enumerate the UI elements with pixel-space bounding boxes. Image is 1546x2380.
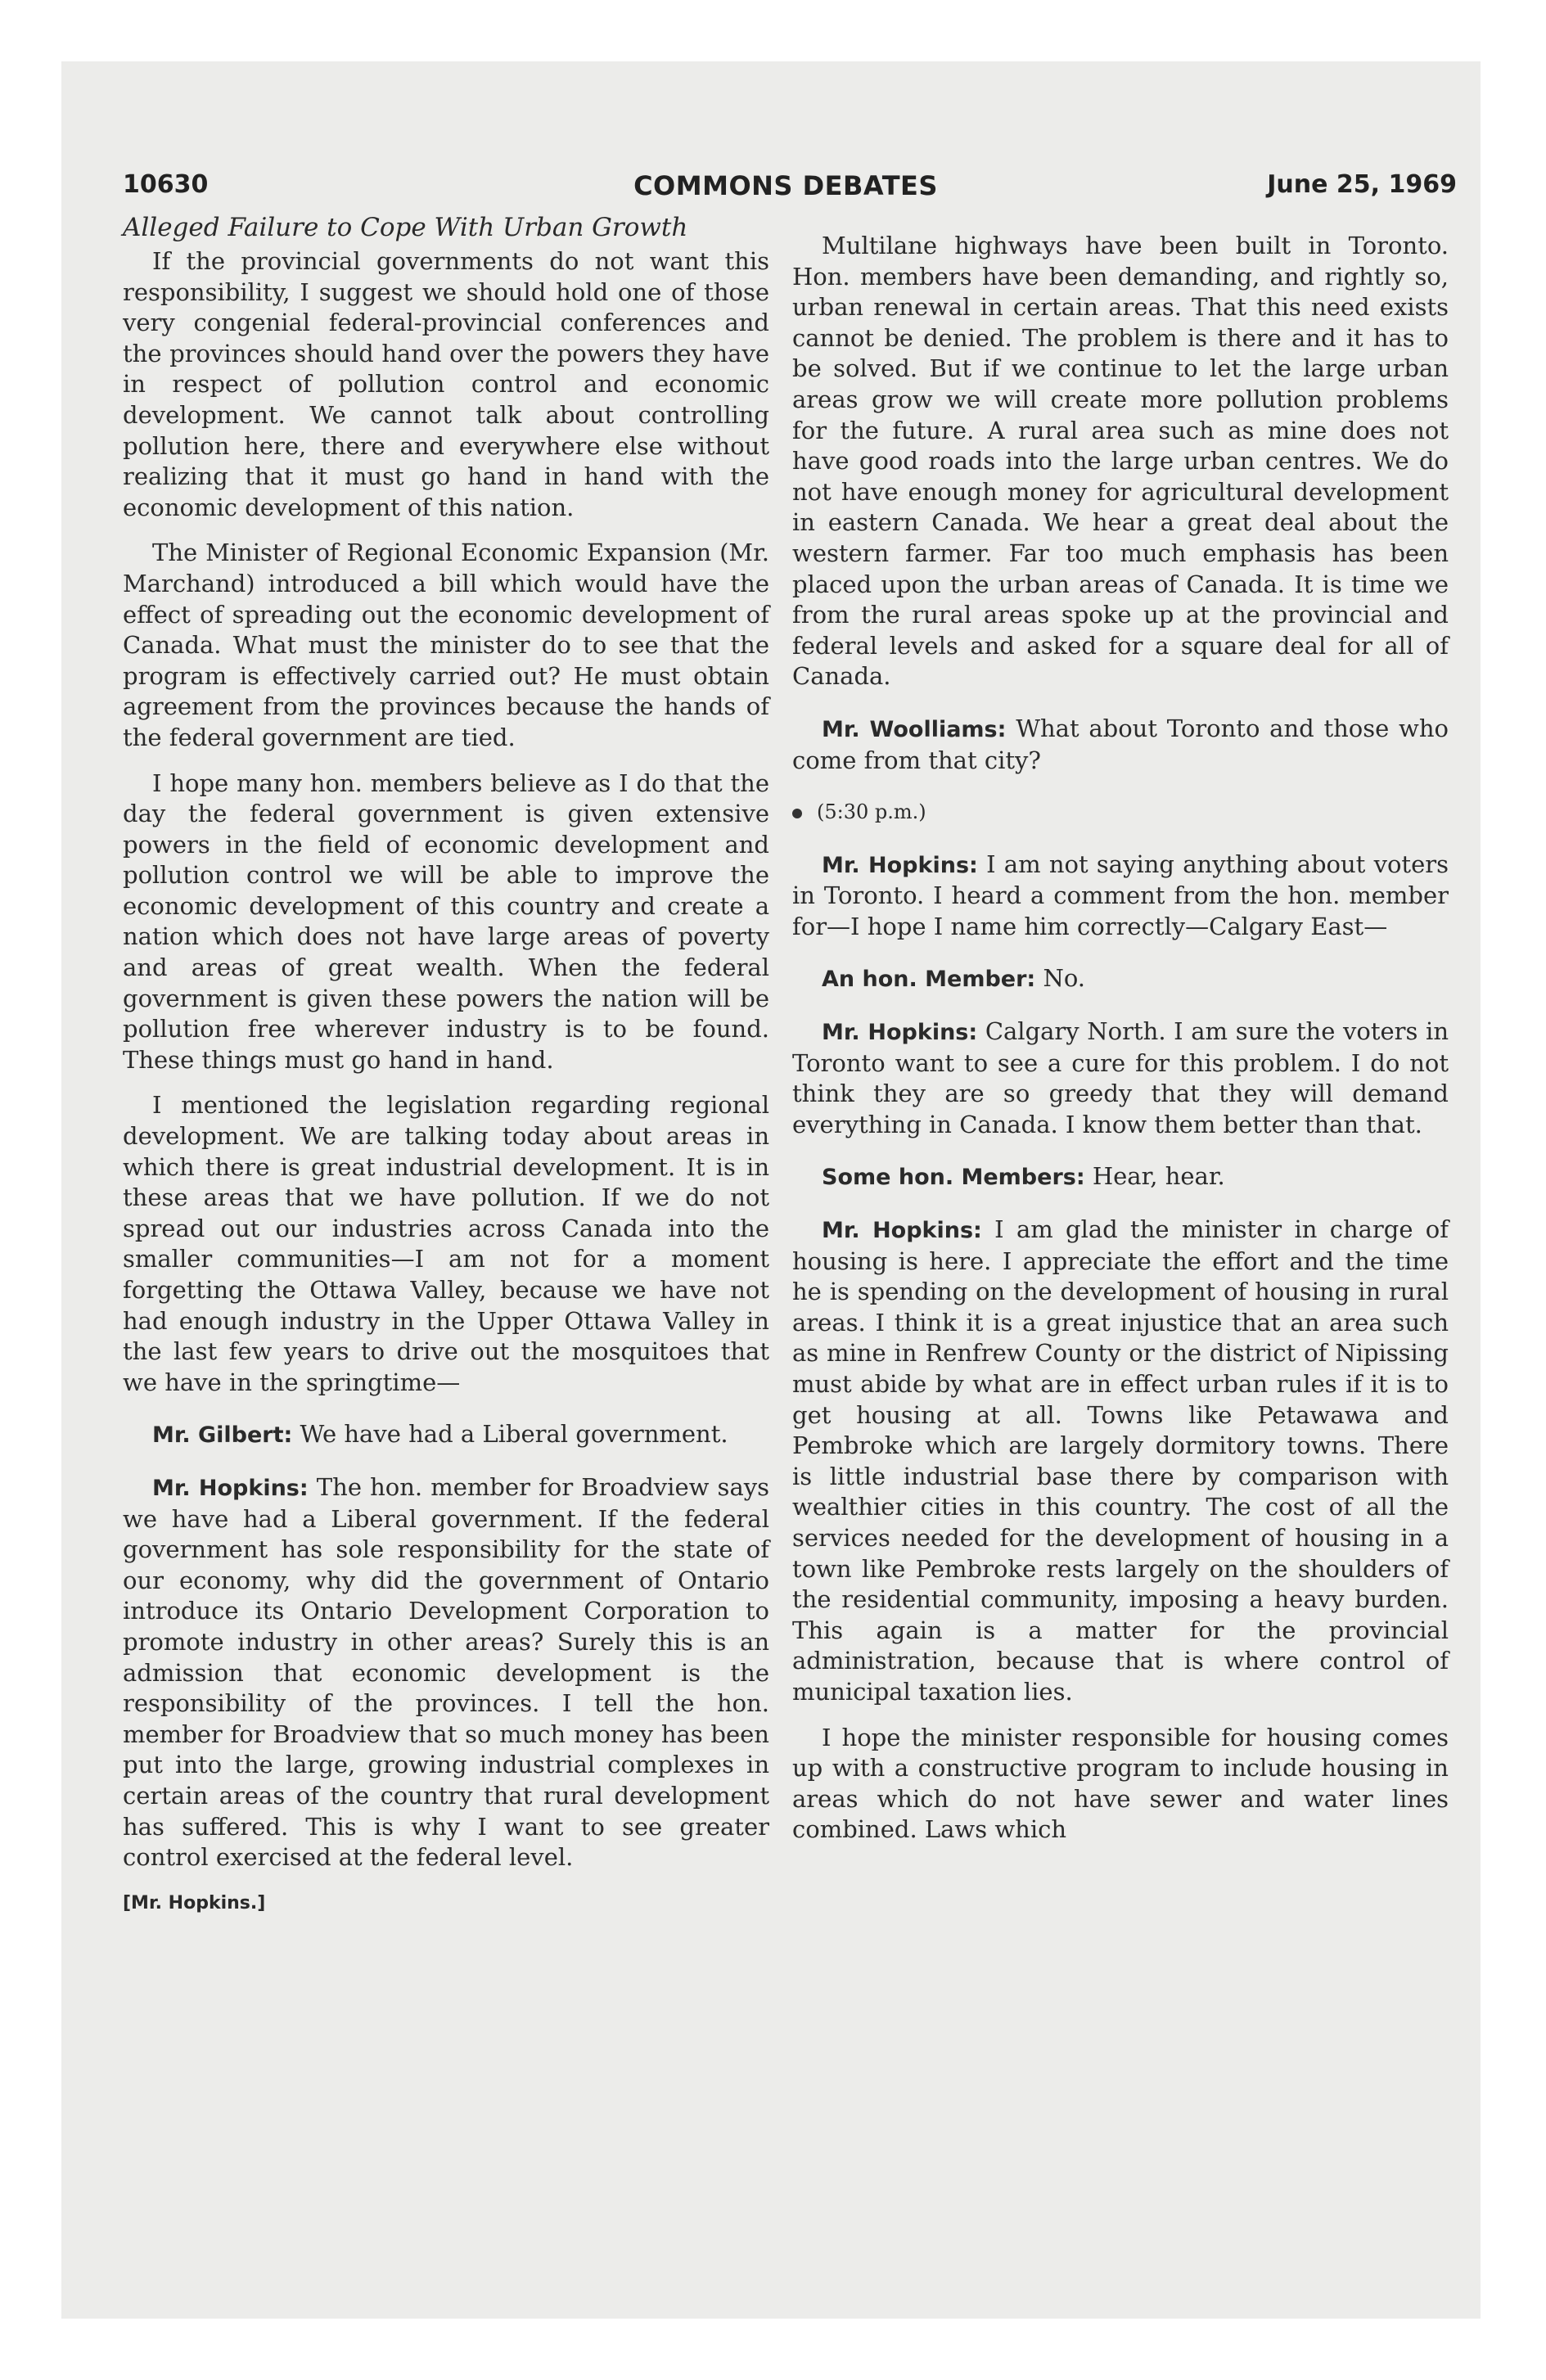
speaker-name: Mr. Hopkins: bbox=[822, 1218, 982, 1244]
speech-text: No. bbox=[1043, 964, 1085, 993]
speech-text: The hon. member for Broadview says we have had a Liberal government. If the federal government has sole responsibility for the state of our economy, why did the government of Ontario introduce its Ontario Development Corporation to promote industry in other areas? Surely this is an admission that economic development is the responsibility of the provinces. I tell the hon. member for Broadview that so much money has been put into the large, growing industrial complexes in certain areas of the country that rural development has suffered. This is why I want to see greater control exercised at the federal level. bbox=[123, 1472, 769, 1872]
publication-title: COMMONS DEBATES bbox=[633, 170, 938, 201]
section-subheading: Alleged Failure to Cope With Urban Growth bbox=[123, 213, 688, 242]
speaker-name: An hon. Member: bbox=[822, 967, 1036, 993]
page-header bbox=[123, 170, 1457, 211]
speaker-name: Mr. Hopkins: bbox=[152, 1475, 309, 1501]
speech-text: Hear, hear. bbox=[1092, 1162, 1225, 1191]
speaker-name: Mr. Hopkins: bbox=[822, 852, 978, 878]
speech-paragraph bbox=[792, 963, 1449, 995]
paragraph: I hope the minister responsible for housing comes up with a constructive program to include housing in areas which do not have sewer and water lines combined. Laws which bbox=[792, 1723, 1449, 1844]
speaker-name: Mr. Hopkins: bbox=[822, 1020, 978, 1046]
speech-paragraph bbox=[792, 850, 1449, 943]
speaker-footer-reference: [Mr. Hopkins.] bbox=[123, 1892, 266, 1913]
speaker-name: Mr. Woolliams: bbox=[822, 716, 1007, 742]
speaker-name: Some hon. Members: bbox=[822, 1165, 1085, 1191]
bullet-icon bbox=[792, 809, 802, 818]
page-number: 10630 bbox=[123, 170, 209, 199]
speech-paragraph bbox=[792, 1215, 1449, 1708]
speech-text: We have had a Liberal government. bbox=[300, 1420, 728, 1449]
speech-paragraph bbox=[792, 714, 1449, 776]
speech-paragraph bbox=[792, 1161, 1449, 1193]
speech-text: What about Toronto and those who come from that city? bbox=[792, 714, 1449, 774]
paragraph: The Minister of Regional Economic Expansion (Mr. Marchand) introduced a bill which would have the effect of spreading out the economic development of Canada. What must the minister do to see that the program is effectively carried out? He must obtain agreement from the provinces because the hands of the federal government are tied. bbox=[123, 539, 769, 751]
paragraph: I mentioned the legislation regarding regional development. We are talking today about areas in which there is great industrial development. It is in these areas that we have pollution. If we do not spread out our industries across Canada into the smaller communities—I am not for a moment forgetting the Ottawa Valley, because we have not had enough industry in the Upper Ottawa Valley in the last few years to drive out the mosquitoes that we have in the springtime— bbox=[123, 1091, 769, 1396]
left-column bbox=[123, 246, 769, 1918]
speech-text: I am not saying anything about voters in Toronto. I heard a comment from the hon. member for—I hope I name him correctly—Calgary East— bbox=[792, 850, 1449, 940]
time-text: (5:30 p.m.) bbox=[817, 800, 926, 824]
paragraph: I hope many hon. members believe as I do that the day the federal government is given extensive powers in the field of economic development and pollution control we will be able to improve the economic development of this country and create a nation which does not have large areas of poverty and areas of great wealth. When the federal government is given these powers the nation will be pollution free wherever industry is to be found. These things must go hand in hand. bbox=[123, 769, 769, 1074]
speech-text: I am glad the minister in charge of housing is here. I appreciate the effort and the time he is spending on the development of housing in rural areas. I think it is a great injustice that an area such as mine in Renfrew County or the district of Nipissing must abide by what are in effect urban rules if it is to get housing at all. Towns like Petawawa and Pembroke which are largely dormitory towns. There is little industrial base there by comparison with wealthier cities in this country. The cost of all the services needed for the development of housing in a town like Pembroke rests largely on the shoulders of the residential community, imposing a heavy burden. This again is a matter for the provincial administration, because that is where control of municipal taxation lies. bbox=[792, 1215, 1449, 1706]
paragraph: If the provincial governments do not want this responsibility, I suggest we should hold one of those very congenial federal-provincial conferences and the provinces should hand over the powers they have in respect of pollution control and economic development. We cannot talk about controlling pollution here, there and everywhere else without realizing that it must go hand in hand with the economic development of this nation. bbox=[123, 247, 769, 521]
paragraph: Multilane highways have been built in Toronto. Hon. members have been demanding, and rightly so, urban renewal in certain areas. That this need exists cannot be denied. The problem is there and it has to be solved. But if we continue to let the large urban areas grow we will create more pollution problems for the future. A rural area such as mine does not have good roads into the large urban centres. We do not have enough money for agricultural development in eastern Canada. We hear a great deal about the western farmer. Far too much emphasis has been placed upon the urban areas of Canada. It is time we from the rural areas spoke up at the provincial and federal levels and asked for a square deal for all of Canada. bbox=[792, 232, 1449, 691]
page-date: June 25, 1969 bbox=[1267, 170, 1457, 199]
speech-paragraph bbox=[123, 1472, 769, 1873]
speech-paragraph bbox=[123, 1419, 769, 1451]
speech-text: Calgary North. I am sure the voters in Toronto want to see a cure for this problem. I do not think they are so greedy that they will demand everything in Canada. I know them better than that. bbox=[792, 1017, 1449, 1138]
speech-paragraph bbox=[792, 1016, 1449, 1140]
right-column bbox=[792, 231, 1449, 1860]
speaker-name: Mr. Gilbert: bbox=[152, 1422, 293, 1449]
time-marker bbox=[792, 797, 1449, 828]
